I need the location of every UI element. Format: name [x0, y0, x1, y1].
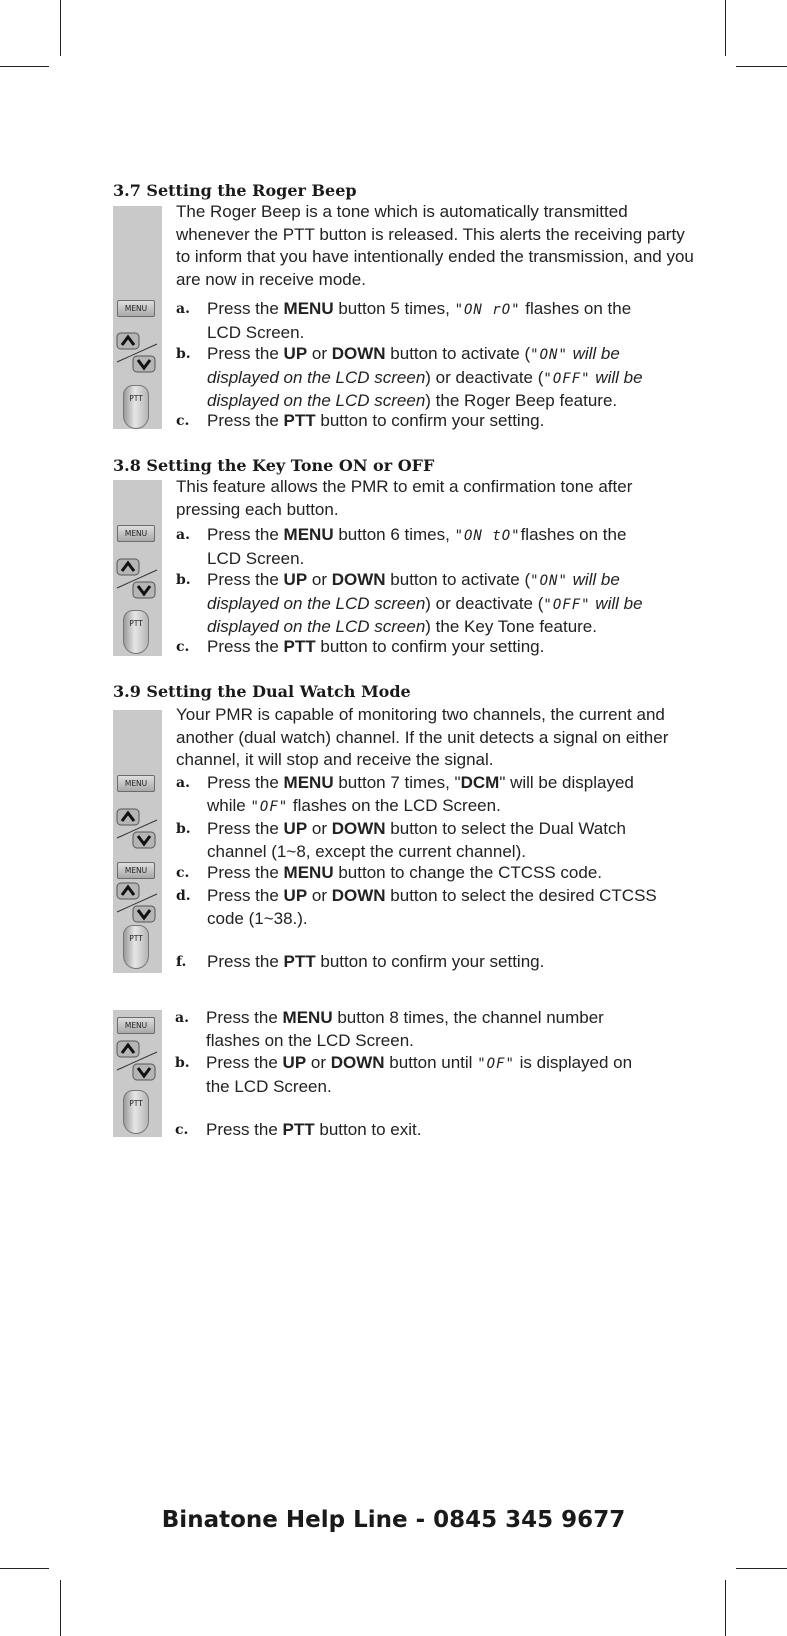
- step-text: Press the MENU button 5 times, "ON rO" flashes on the LCD Screen.: [207, 299, 632, 342]
- section-title: 3.8 Setting the Key Tone ON or OFF: [113, 456, 435, 475]
- menu-button-icon: MENU: [117, 300, 155, 317]
- step-letter: a.: [176, 527, 190, 543]
- step-letter: c.: [175, 1122, 189, 1138]
- step-letter: d.: [176, 888, 191, 904]
- step-letter: f.: [176, 954, 187, 970]
- step-letter: c.: [176, 413, 190, 429]
- step-letter: c.: [176, 639, 190, 655]
- crop-mark: [60, 0, 61, 56]
- up-down-buttons-icon: [115, 1040, 159, 1082]
- lcd-display-text: "ON rO": [454, 302, 521, 318]
- menu-button-icon: MENU: [117, 1017, 155, 1034]
- menu-button-icon: MENU: [117, 862, 155, 879]
- crop-mark: [0, 66, 49, 67]
- step-letter: a.: [176, 775, 190, 791]
- step-text: Press the PTT button to exit.: [206, 1120, 422, 1139]
- help-line-footer: Binatone Help Line - 0845 345 9677: [161, 1507, 626, 1533]
- step-text: Press the MENU button 6 times, "ON tO"flashes on the LCD Screen.: [207, 525, 627, 568]
- step-letter: c.: [176, 865, 190, 881]
- section-intro: This feature allows the PMR to emit a confirmation tone after pressing each button.: [176, 477, 633, 519]
- section-title: 3.9 Setting the Dual Watch Mode: [113, 682, 411, 701]
- step-letter: a.: [176, 301, 190, 317]
- step-text: Press the PTT button to confirm your setting.: [207, 952, 545, 971]
- up-down-buttons-icon: [115, 558, 159, 600]
- lcd-display-text: "ON tO": [454, 528, 521, 544]
- crop-mark: [736, 66, 787, 67]
- up-down-buttons-icon: [115, 882, 159, 924]
- ptt-button-icon: PTT: [123, 610, 149, 654]
- lcd-display-text: "OF": [477, 1056, 515, 1072]
- section-intro: Your PMR is capable of monitoring two channels, the current and another (dual watch) channel. If the unit detects a signal on either channel, it will stop and receive the signal.: [176, 705, 669, 769]
- step-text: Press the UP or DOWN button to activate ("ON" will be displayed on the LCD screen) or deactivate ("OFF" will be displayed on the LCD screen) the Roger Beep feature.: [207, 344, 643, 410]
- crop-mark: [736, 1568, 787, 1569]
- crop-mark: [0, 1568, 49, 1569]
- step-letter: b.: [175, 1055, 190, 1071]
- step-text: Press the PTT button to confirm your setting.: [207, 637, 545, 656]
- step-letter: b.: [176, 346, 191, 362]
- step-text: Press the PTT button to confirm your setting.: [207, 411, 545, 430]
- step-letter: a.: [175, 1010, 189, 1026]
- step-text: Press the MENU button to change the CTCSS code.: [207, 863, 602, 882]
- step-text: Press the UP or DOWN button until "OF" is displayed on the LCD Screen.: [206, 1053, 633, 1096]
- section-intro: The Roger Beep is a tone which is automatically transmitted whenever the PTT button is released. This alerts the receiving party to inform that you have intentionally ended the transmission, and you are now in receive mode.: [176, 202, 694, 289]
- crop-mark: [725, 1580, 726, 1636]
- ptt-button-icon: PTT: [123, 925, 149, 969]
- step-text: Press the UP or DOWN button to activate ("ON" will be displayed on the LCD screen) or deactivate ("OFF" will be displayed on the LCD screen) the Key Tone feature.: [207, 570, 643, 636]
- step-text: Press the MENU button 8 times, the channel number flashes on the LCD Screen.: [206, 1008, 604, 1050]
- up-down-buttons-icon: [115, 808, 159, 850]
- step-text: Press the UP or DOWN button to select the desired CTCSS code (1~38.).: [207, 886, 657, 928]
- ptt-button-icon: PTT: [123, 385, 149, 429]
- step-text: Press the MENU button 7 times, "DCM" will be displayed while "OF" flashes on the LCD Screen.: [207, 773, 634, 815]
- lcd-display-text: "OF": [250, 798, 289, 815]
- up-down-buttons-icon: [115, 332, 159, 374]
- crop-mark: [60, 1580, 61, 1636]
- step-letter: b.: [176, 572, 191, 588]
- section-title: 3.7 Setting the Roger Beep: [113, 181, 357, 200]
- ptt-button-icon: PTT: [123, 1090, 149, 1134]
- crop-mark: [725, 0, 726, 56]
- step-letter: b.: [176, 821, 191, 837]
- menu-button-icon: MENU: [117, 525, 155, 542]
- step-text: Press the UP or DOWN button to select the Dual Watch channel (1~8, except the current channel).: [207, 819, 626, 861]
- menu-button-icon: MENU: [117, 775, 155, 792]
